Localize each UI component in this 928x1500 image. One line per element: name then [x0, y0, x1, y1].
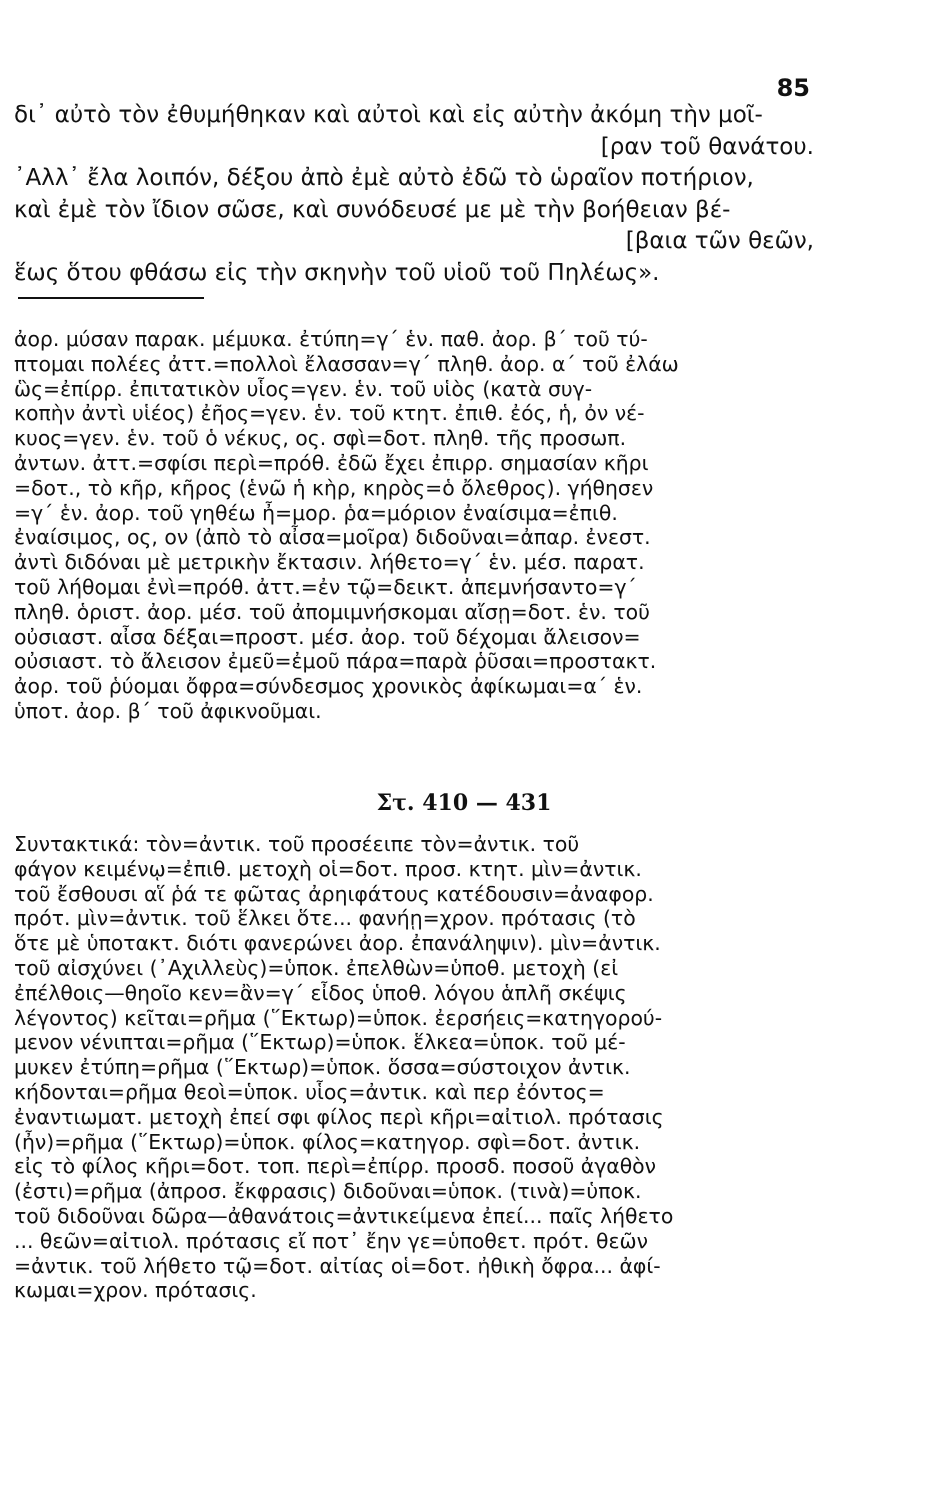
syntax-line: λέγοντος) κεῖται=ρῆμα (῞Εκτωρ)=ὑποκ. ἐερσήεις=κατηγορού- [14, 1005, 663, 1030]
syntax-line: Συντακτικά: τὸν=ἀντικ. τοῦ προσέειπε τὸν=ἀντικ. τοῦ [14, 832, 580, 856]
grammar-notes [14, 327, 814, 724]
syntax-line: ... θεῶν=αἰτιολ. πρότασις εἴ ποτ᾿ ἔην γε=ὑποθετ. πρότ. θεῶν [14, 1228, 648, 1253]
syntax-line: τοῦ διδοῦναι δῶρα—ἀθανάτοις=ἀντικείμενα ἐπεί... παῖς λήθετο [14, 1203, 674, 1228]
syntax-line: κήδονται=ρῆμα θεοὶ=ὑποκ. υἷος=ἀντικ. καὶ περ ἐόντος= [14, 1079, 605, 1104]
syntax-line: (ἦν)=ρῆμα (῞Εκτωρ)=ὑποκ. φίλος=κατηγορ. σφὶ=δοτ. ἀντικ. [14, 1129, 641, 1154]
verse-translation [14, 100, 814, 289]
note-line: πτομαι πολέες ἀττ.=πολλοὶ ἔλασσαν=γ΄ πληθ. ἀορ. α΄ τοῦ ἐλάω [14, 351, 679, 376]
verse-line: ᾿Αλλ᾿ ἔλα λοιπόν, δέξου ἀπὸ ἐμὲ αὐτὸ ἐδῶ τὸ ὡραῖον ποτήριον, [14, 165, 754, 191]
note-line: ἀορ. τοῦ ῥύομαι ὄφρα=σύνδεσμος χρονικὸς ἀφίκωμαι=α΄ ἑν. [14, 674, 643, 699]
note-line: οὐσιαστ. αἶσα δέξαι=προστ. μέσ. ἀορ. τοῦ δέχομαι ἄλεισον= [14, 624, 641, 649]
page-number: 85 [776, 74, 810, 102]
verse-line: καὶ ἐμὲ τὸν ἴδιον σῶσε, καὶ συνόδευσέ με μὲ τὴν βοήθειαν βέ- [14, 196, 731, 223]
section-heading: Στ. 410 — 431 [376, 790, 552, 816]
syntax-line: (ἐστι)=ρῆμα (ἀπροσ. ἔκφρασις) διδοῦναι=ὑποκ. (τινὰ)=ὑποκ. [14, 1179, 642, 1204]
syntax-line: φάγον κειμένῳ=ἐπιθ. μετοχὴ οἱ=δοτ. προσ. κτητ. μὶν=ἀντικ. [14, 856, 642, 881]
verse-line: δι᾿ αὐτὸ τὸν ἐθυμήθηκαν καὶ αὐτοὶ καὶ εἰς αὐτὴν ἀκόμη τὴν μοῖ- [14, 102, 763, 128]
syntax-line: =ἀντικ. τοῦ λήθετο τῷ=δοτ. αἰτίας οἱ=δοτ. ἠθικὴ ὄφρα... ἀφί- [14, 1253, 661, 1278]
separator-rule [18, 297, 204, 299]
note-line: =δοτ., τὸ κῆρ, κῆρος (ἑνῶ ἡ κὴρ, κηρὸς=ὁ ὄλεθρος). γήθησεν [14, 475, 654, 500]
note-line: τοῦ λήθομαι ἐνὶ=πρόθ. ἀττ.=ἐν τῷ=δεικτ. ἀπεμνήσαντο=γ΄ [14, 574, 637, 599]
note-line: ἀντων. ἀττ.=σφίσι περὶ=πρόθ. ἐδῶ ἔχει ἐπιρρ. σημασίαν κῆρι [14, 450, 649, 475]
syntax-line: ὅτε μὲ ὑποτακτ. διότι φανερώνει ἀορ. ἐπανάληψιν). μὶν=ἀντικ. [14, 931, 661, 956]
note-line: ὣς=ἐπίρρ. ἐπιτατικὸν υἷος=γεν. ἑν. τοῦ υἱὸς (κατὰ συγ- [14, 376, 593, 401]
syntax-line: πρότ. μὶν=ἀντικ. τοῦ ἕλκει ὅτε... φανήῃ=χρον. πρότασις (τὸ [14, 906, 636, 931]
syntax-line: ἐπέλθοις—θηοῖο κεν=ἂν=γ΄ εἶδος ὑποθ. λόγου ἁπλῆ σκέψις [14, 980, 627, 1005]
syntax-notes [14, 832, 814, 1303]
syntax-line: μενον νένιπται=ρῆμα (῞Εκτωρ)=ὑποκ. ἕλκεα=ὑποκ. τοῦ μέ- [14, 1030, 626, 1055]
note-line: κοπὴν ἀντὶ υἱέος) ἐῆος=γεν. ἑν. τοῦ κτητ. ἐπιθ. ἐός, ἡ, ὀν νέ- [14, 401, 645, 426]
note-line: ἀορ. μύσαν παρακ. μέμυκα. ἐτύπη=γ΄ ἑν. παθ. ἀορ. β΄ τοῦ τύ- [14, 327, 648, 351]
note-line: πληθ. ὁριστ. ἀορ. μέσ. τοῦ ἀπομιμνήσκομαι αἴσῃ=δοτ. ἑν. τοῦ [14, 599, 650, 624]
note-line: ὑποτ. ἀορ. β΄ τοῦ ἀφικνοῦμαι. [14, 698, 322, 723]
note-line: ἐναίσιμος, ος, ον (ἀπὸ τὸ αἶσα=μοῖρα) διδοῦναι=ἀπαρ. ἐνεστ. [14, 525, 651, 550]
syntax-line: μυκεν ἐτύπη=ρῆμα (῞Εκτωρ)=ὑποκ. ὅσσα=σύστοιχον ἀντικ. [14, 1055, 631, 1080]
verse-line: ἕως ὅτου φθάσω εἰς τὴν σκηνὴν τοῦ υἱοῦ τοῦ Πηλέως». [14, 259, 660, 286]
verse-line: [ραν τοῦ θανάτου. [600, 133, 814, 160]
syntax-line: κωμαι=χρον. πρότασις. [14, 1278, 257, 1303]
note-line: =γ΄ ἑν. ἀορ. τοῦ γηθέω ἦ=μορ. ῥα=μόριον ἐναίσιμα=ἐπιθ. [14, 500, 618, 525]
syntax-line: τοῦ αἰσχύνει (᾿Αχιλλεὺς)=ὑποκ. ἐπελθὼν=ὑποθ. μετοχὴ (εἰ [14, 955, 619, 980]
syntax-line: ἐναντιωματ. μετοχὴ ἐπεί σφι φίλος περὶ κῆρι=αἰτιολ. πρότασις [14, 1104, 664, 1129]
syntax-line: τοῦ ἔσθουσι αἵ ῥά τε φῶτας ἀρηιφάτους κατέδουσιν=ἀναφορ. [14, 881, 654, 906]
note-line: οὐσιαστ. τὸ ἄλεισον ἐμεῦ=ἐμοῦ πάρα=παρὰ ῥῦσαι=προστακτ. [14, 649, 657, 674]
syntax-line: εἰς τὸ φίλος κῆρι=δοτ. τοπ. περὶ=ἐπίρρ. προσδ. ποσοῦ ἀγαθὸν [14, 1154, 657, 1179]
note-line: κυος=γεν. ἑν. τοῦ ὁ νέκυς, ος. σφὶ=δοτ. πληθ. τῆς προσωπ. [14, 426, 627, 451]
verse-line: [βαια τῶν θεῶν, [625, 228, 814, 254]
note-line: ἀντὶ διδόναι μὲ μετρικὴν ἔκτασιν. λήθετο=γ΄ ἑν. μέσ. παρατ. [14, 550, 645, 575]
